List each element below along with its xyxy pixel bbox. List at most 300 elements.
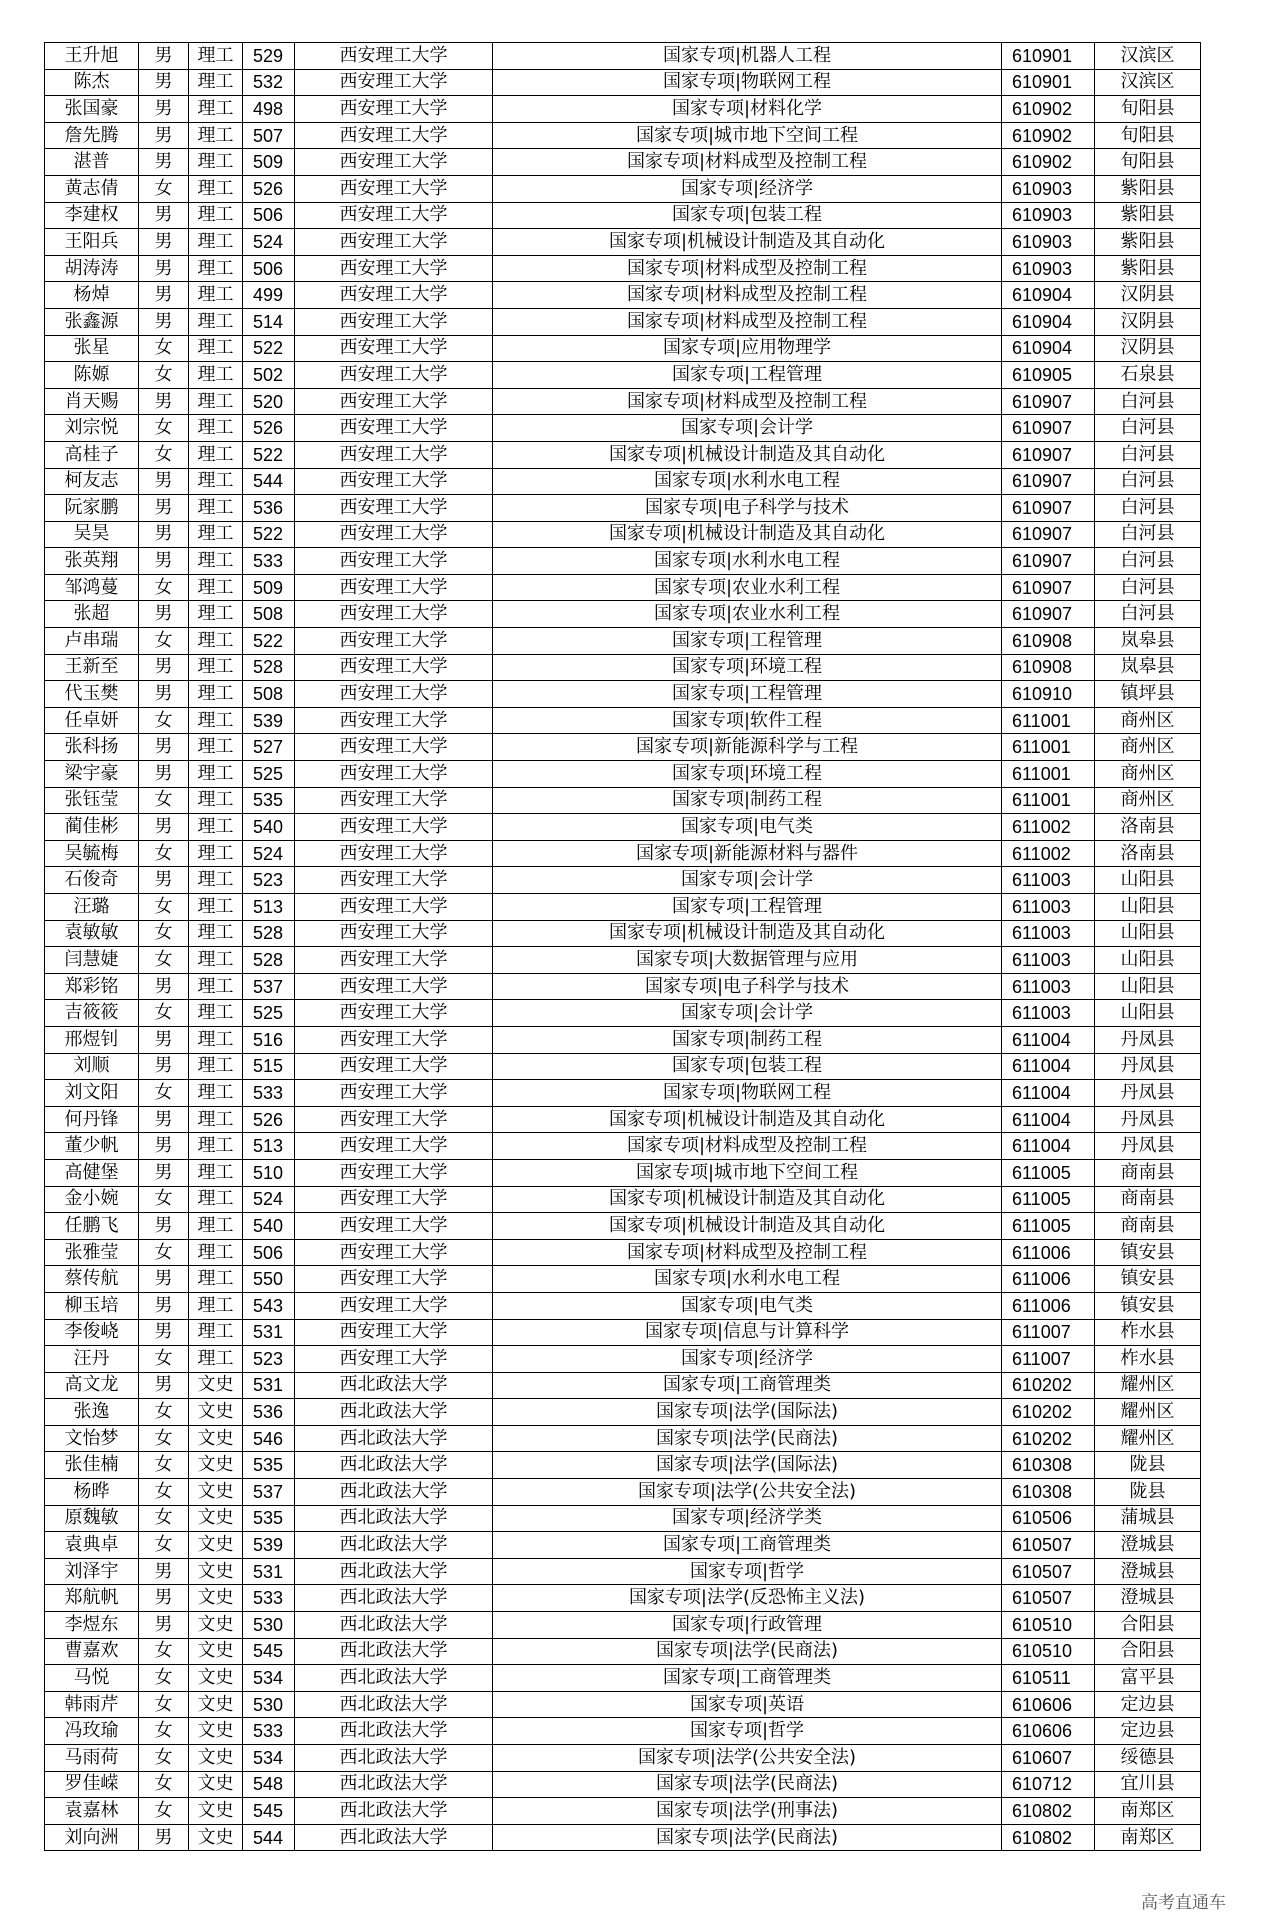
table-row xyxy=(45,335,1201,362)
university-cell: 西安理工大学 xyxy=(295,1346,493,1373)
name-cell: 梁宇豪 xyxy=(45,761,139,788)
table-row xyxy=(45,1053,1201,1080)
category-cell: 理工 xyxy=(189,149,243,176)
name-cell: 杨晔 xyxy=(45,1479,139,1506)
code-cell: 610904 xyxy=(1002,335,1095,362)
region-cell: 合阳县 xyxy=(1095,1612,1201,1639)
score-cell: 524 xyxy=(243,840,295,867)
table-row xyxy=(45,1026,1201,1053)
region-cell: 山阳县 xyxy=(1095,947,1201,974)
table-row xyxy=(45,229,1201,256)
university-cell: 西安理工大学 xyxy=(295,707,493,734)
score-cell: 516 xyxy=(243,1026,295,1053)
major-cell: 国家专项|新能源科学与工程 xyxy=(493,734,1002,761)
major-cell: 国家专项|机械设计制造及其自动化 xyxy=(493,920,1002,947)
name-cell: 詹先腾 xyxy=(45,122,139,149)
gender-cell: 男 xyxy=(139,1824,189,1851)
major-cell: 国家专项|会计学 xyxy=(493,415,1002,442)
university-cell: 西安理工大学 xyxy=(295,362,493,389)
gender-cell: 男 xyxy=(139,1319,189,1346)
table-row xyxy=(45,1346,1201,1373)
table-row xyxy=(45,1638,1201,1665)
university-cell: 西安理工大学 xyxy=(295,1292,493,1319)
score-cell: 531 xyxy=(243,1319,295,1346)
name-cell: 张国豪 xyxy=(45,96,139,123)
score-cell: 508 xyxy=(243,601,295,628)
category-cell: 理工 xyxy=(189,1239,243,1266)
table-row xyxy=(45,1452,1201,1479)
name-cell: 任鹏飞 xyxy=(45,1213,139,1240)
major-cell: 国家专项|经济学类 xyxy=(493,1505,1002,1532)
table-row xyxy=(45,734,1201,761)
code-cell: 610910 xyxy=(1002,681,1095,708)
major-cell: 国家专项|水利水电工程 xyxy=(493,548,1002,575)
name-cell: 张逸 xyxy=(45,1399,139,1426)
university-cell: 西安理工大学 xyxy=(295,681,493,708)
gender-cell: 男 xyxy=(139,1053,189,1080)
score-cell: 529 xyxy=(243,43,295,70)
region-cell: 耀州区 xyxy=(1095,1425,1201,1452)
university-cell: 西北政法大学 xyxy=(295,1718,493,1745)
major-cell: 国家专项|法学(民商法) xyxy=(493,1638,1002,1665)
major-cell: 国家专项|法学(国际法) xyxy=(493,1452,1002,1479)
score-cell: 535 xyxy=(243,1505,295,1532)
table-row xyxy=(45,1532,1201,1559)
gender-cell: 男 xyxy=(139,761,189,788)
code-cell: 611004 xyxy=(1002,1053,1095,1080)
gender-cell: 男 xyxy=(139,867,189,894)
university-cell: 西北政法大学 xyxy=(295,1505,493,1532)
university-cell: 西安理工大学 xyxy=(295,415,493,442)
code-cell: 610202 xyxy=(1002,1399,1095,1426)
table-row xyxy=(45,495,1201,522)
code-cell: 611003 xyxy=(1002,920,1095,947)
code-cell: 611003 xyxy=(1002,894,1095,921)
code-cell: 610904 xyxy=(1002,308,1095,335)
name-cell: 张雅莹 xyxy=(45,1239,139,1266)
table-row xyxy=(45,1505,1201,1532)
major-cell: 国家专项|材料成型及控制工程 xyxy=(493,1239,1002,1266)
category-cell: 理工 xyxy=(189,388,243,415)
major-cell: 国家专项|机械设计制造及其自动化 xyxy=(493,441,1002,468)
major-cell: 国家专项|机械设计制造及其自动化 xyxy=(493,521,1002,548)
gender-cell: 男 xyxy=(139,1159,189,1186)
university-cell: 西北政法大学 xyxy=(295,1372,493,1399)
table-row xyxy=(45,947,1201,974)
score-cell: 537 xyxy=(243,1479,295,1506)
major-cell: 国家专项|电子科学与技术 xyxy=(493,973,1002,1000)
category-cell: 理工 xyxy=(189,1292,243,1319)
score-cell: 539 xyxy=(243,1532,295,1559)
score-cell: 539 xyxy=(243,707,295,734)
score-cell: 507 xyxy=(243,122,295,149)
code-cell: 610907 xyxy=(1002,495,1095,522)
major-cell: 国家专项|城市地下空间工程 xyxy=(493,1159,1002,1186)
gender-cell: 女 xyxy=(139,362,189,389)
score-cell: 531 xyxy=(243,1558,295,1585)
name-cell: 罗佳嵘 xyxy=(45,1771,139,1798)
major-cell: 国家专项|材料成型及控制工程 xyxy=(493,1133,1002,1160)
major-cell: 国家专项|机械设计制造及其自动化 xyxy=(493,1186,1002,1213)
major-cell: 国家专项|材料成型及控制工程 xyxy=(493,308,1002,335)
score-cell: 502 xyxy=(243,362,295,389)
region-cell: 白河县 xyxy=(1095,415,1201,442)
major-cell: 国家专项|法学(公共安全法) xyxy=(493,1479,1002,1506)
score-cell: 526 xyxy=(243,175,295,202)
gender-cell: 男 xyxy=(139,308,189,335)
university-cell: 西北政法大学 xyxy=(295,1585,493,1612)
code-cell: 610903 xyxy=(1002,202,1095,229)
code-cell: 611007 xyxy=(1002,1319,1095,1346)
name-cell: 张星 xyxy=(45,335,139,362)
table-row xyxy=(45,1798,1201,1825)
gender-cell: 女 xyxy=(139,1798,189,1825)
code-cell: 610902 xyxy=(1002,96,1095,123)
name-cell: 袁敏敏 xyxy=(45,920,139,947)
score-cell: 544 xyxy=(243,1824,295,1851)
name-cell: 湛普 xyxy=(45,149,139,176)
code-cell: 611007 xyxy=(1002,1346,1095,1373)
name-cell: 张超 xyxy=(45,601,139,628)
major-cell: 国家专项|会计学 xyxy=(493,1000,1002,1027)
name-cell: 郑航帆 xyxy=(45,1585,139,1612)
university-cell: 西北政法大学 xyxy=(295,1425,493,1452)
region-cell: 南郑区 xyxy=(1095,1798,1201,1825)
code-cell: 610902 xyxy=(1002,149,1095,176)
major-cell: 国家专项|软件工程 xyxy=(493,707,1002,734)
code-cell: 611006 xyxy=(1002,1266,1095,1293)
gender-cell: 男 xyxy=(139,654,189,681)
category-cell: 理工 xyxy=(189,175,243,202)
major-cell: 国家专项|法学(国际法) xyxy=(493,1399,1002,1426)
university-cell: 西安理工大学 xyxy=(295,468,493,495)
code-cell: 610905 xyxy=(1002,362,1095,389)
region-cell: 汉阴县 xyxy=(1095,335,1201,362)
major-cell: 国家专项|机械设计制造及其自动化 xyxy=(493,1106,1002,1133)
category-cell: 理工 xyxy=(189,867,243,894)
code-cell: 610802 xyxy=(1002,1824,1095,1851)
university-cell: 西安理工大学 xyxy=(295,1026,493,1053)
university-cell: 西北政法大学 xyxy=(295,1452,493,1479)
code-cell: 610606 xyxy=(1002,1691,1095,1718)
score-cell: 543 xyxy=(243,1292,295,1319)
major-cell: 国家专项|物联网工程 xyxy=(493,69,1002,96)
code-cell: 610606 xyxy=(1002,1718,1095,1745)
code-cell: 610308 xyxy=(1002,1479,1095,1506)
score-cell: 527 xyxy=(243,734,295,761)
name-cell: 袁嘉林 xyxy=(45,1798,139,1825)
category-cell: 理工 xyxy=(189,1319,243,1346)
code-cell: 611001 xyxy=(1002,734,1095,761)
name-cell: 任卓妍 xyxy=(45,707,139,734)
region-cell: 商州区 xyxy=(1095,734,1201,761)
name-cell: 高桂子 xyxy=(45,441,139,468)
category-cell: 文史 xyxy=(189,1372,243,1399)
gender-cell: 男 xyxy=(139,1213,189,1240)
category-cell: 理工 xyxy=(189,840,243,867)
table-row xyxy=(45,1745,1201,1772)
gender-cell: 男 xyxy=(139,1585,189,1612)
code-cell: 610908 xyxy=(1002,654,1095,681)
region-cell: 山阳县 xyxy=(1095,1000,1201,1027)
major-cell: 国家专项|材料成型及控制工程 xyxy=(493,255,1002,282)
gender-cell: 女 xyxy=(139,787,189,814)
score-cell: 522 xyxy=(243,335,295,362)
name-cell: 刘宗悦 xyxy=(45,415,139,442)
name-cell: 刘向洲 xyxy=(45,1824,139,1851)
name-cell: 蔡传航 xyxy=(45,1266,139,1293)
name-cell: 原魏敏 xyxy=(45,1505,139,1532)
table-row xyxy=(45,601,1201,628)
university-cell: 西安理工大学 xyxy=(295,1159,493,1186)
gender-cell: 女 xyxy=(139,1080,189,1107)
university-cell: 西安理工大学 xyxy=(295,335,493,362)
table-row xyxy=(45,1425,1201,1452)
code-cell: 610507 xyxy=(1002,1558,1095,1585)
major-cell: 国家专项|哲学 xyxy=(493,1558,1002,1585)
score-cell: 524 xyxy=(243,229,295,256)
table-row xyxy=(45,1266,1201,1293)
category-cell: 理工 xyxy=(189,973,243,1000)
gender-cell: 男 xyxy=(139,149,189,176)
code-cell: 610907 xyxy=(1002,415,1095,442)
table-row xyxy=(45,1186,1201,1213)
code-cell: 610907 xyxy=(1002,601,1095,628)
region-cell: 白河县 xyxy=(1095,548,1201,575)
major-cell: 国家专项|行政管理 xyxy=(493,1612,1002,1639)
gender-cell: 男 xyxy=(139,521,189,548)
category-cell: 文史 xyxy=(189,1824,243,1851)
score-cell: 509 xyxy=(243,149,295,176)
score-cell: 522 xyxy=(243,628,295,655)
table-row xyxy=(45,1399,1201,1426)
gender-cell: 女 xyxy=(139,707,189,734)
major-cell: 国家专项|工程管理 xyxy=(493,362,1002,389)
score-cell: 545 xyxy=(243,1798,295,1825)
major-cell: 国家专项|工程管理 xyxy=(493,628,1002,655)
category-cell: 文史 xyxy=(189,1585,243,1612)
category-cell: 理工 xyxy=(189,787,243,814)
university-cell: 西北政法大学 xyxy=(295,1691,493,1718)
major-cell: 国家专项|法学(民商法) xyxy=(493,1824,1002,1851)
code-cell: 610903 xyxy=(1002,229,1095,256)
major-cell: 国家专项|法学(刑事法) xyxy=(493,1798,1002,1825)
table-row xyxy=(45,122,1201,149)
university-cell: 西北政法大学 xyxy=(295,1798,493,1825)
gender-cell: 男 xyxy=(139,282,189,309)
university-cell: 西安理工大学 xyxy=(295,947,493,974)
category-cell: 理工 xyxy=(189,122,243,149)
category-cell: 理工 xyxy=(189,920,243,947)
university-cell: 西安理工大学 xyxy=(295,761,493,788)
code-cell: 611005 xyxy=(1002,1186,1095,1213)
category-cell: 文史 xyxy=(189,1532,243,1559)
region-cell: 丹凤县 xyxy=(1095,1133,1201,1160)
code-cell: 610904 xyxy=(1002,282,1095,309)
region-cell: 蒲城县 xyxy=(1095,1505,1201,1532)
gender-cell: 女 xyxy=(139,1638,189,1665)
region-cell: 白河县 xyxy=(1095,601,1201,628)
score-cell: 528 xyxy=(243,654,295,681)
category-cell: 理工 xyxy=(189,308,243,335)
name-cell: 邢煜钊 xyxy=(45,1026,139,1053)
name-cell: 袁典卓 xyxy=(45,1532,139,1559)
region-cell: 旬阳县 xyxy=(1095,96,1201,123)
table-row xyxy=(45,441,1201,468)
score-cell: 534 xyxy=(243,1665,295,1692)
category-cell: 文史 xyxy=(189,1691,243,1718)
region-cell: 镇坪县 xyxy=(1095,681,1201,708)
name-cell: 韩雨芹 xyxy=(45,1691,139,1718)
table-row xyxy=(45,867,1201,894)
region-cell: 柞水县 xyxy=(1095,1346,1201,1373)
university-cell: 西安理工大学 xyxy=(295,814,493,841)
region-cell: 白河县 xyxy=(1095,468,1201,495)
code-cell: 610907 xyxy=(1002,388,1095,415)
score-cell: 544 xyxy=(243,468,295,495)
name-cell: 张佳楠 xyxy=(45,1452,139,1479)
major-cell: 国家专项|大数据管理与应用 xyxy=(493,947,1002,974)
category-cell: 理工 xyxy=(189,601,243,628)
gender-cell: 男 xyxy=(139,96,189,123)
category-cell: 理工 xyxy=(189,734,243,761)
major-cell: 国家专项|工商管理类 xyxy=(493,1372,1002,1399)
region-cell: 商南县 xyxy=(1095,1159,1201,1186)
gender-cell: 男 xyxy=(139,229,189,256)
region-cell: 丹凤县 xyxy=(1095,1053,1201,1080)
university-cell: 西安理工大学 xyxy=(295,202,493,229)
score-cell: 532 xyxy=(243,69,295,96)
code-cell: 610507 xyxy=(1002,1585,1095,1612)
code-cell: 610902 xyxy=(1002,122,1095,149)
table-row xyxy=(45,1372,1201,1399)
score-cell: 514 xyxy=(243,308,295,335)
gender-cell: 男 xyxy=(139,69,189,96)
name-cell: 曹嘉欢 xyxy=(45,1638,139,1665)
gender-cell: 女 xyxy=(139,920,189,947)
score-cell: 536 xyxy=(243,495,295,522)
score-cell: 548 xyxy=(243,1771,295,1798)
code-cell: 611001 xyxy=(1002,761,1095,788)
major-cell: 国家专项|工程管理 xyxy=(493,681,1002,708)
region-cell: 柞水县 xyxy=(1095,1319,1201,1346)
name-cell: 董少帆 xyxy=(45,1133,139,1160)
code-cell: 611001 xyxy=(1002,707,1095,734)
gender-cell: 女 xyxy=(139,441,189,468)
gender-cell: 女 xyxy=(139,1691,189,1718)
table-row xyxy=(45,548,1201,575)
university-cell: 西安理工大学 xyxy=(295,628,493,655)
category-cell: 文史 xyxy=(189,1452,243,1479)
gender-cell: 女 xyxy=(139,894,189,921)
score-cell: 506 xyxy=(243,1239,295,1266)
gender-cell: 女 xyxy=(139,1399,189,1426)
table-row xyxy=(45,388,1201,415)
name-cell: 陈嫄 xyxy=(45,362,139,389)
score-cell: 510 xyxy=(243,1159,295,1186)
score-cell: 531 xyxy=(243,1372,295,1399)
table-row xyxy=(45,362,1201,389)
name-cell: 邹鸿蔓 xyxy=(45,574,139,601)
major-cell: 国家专项|经济学 xyxy=(493,175,1002,202)
gender-cell: 男 xyxy=(139,468,189,495)
region-cell: 白河县 xyxy=(1095,495,1201,522)
code-cell: 610510 xyxy=(1002,1638,1095,1665)
score-cell: 533 xyxy=(243,548,295,575)
name-cell: 马悦 xyxy=(45,1665,139,1692)
score-cell: 520 xyxy=(243,388,295,415)
code-cell: 610202 xyxy=(1002,1372,1095,1399)
name-cell: 柯友志 xyxy=(45,468,139,495)
table-row xyxy=(45,468,1201,495)
university-cell: 西安理工大学 xyxy=(295,1186,493,1213)
gender-cell: 女 xyxy=(139,840,189,867)
table-row xyxy=(45,1000,1201,1027)
region-cell: 山阳县 xyxy=(1095,973,1201,1000)
name-cell: 吴昊 xyxy=(45,521,139,548)
score-cell: 522 xyxy=(243,441,295,468)
code-cell: 610308 xyxy=(1002,1452,1095,1479)
category-cell: 理工 xyxy=(189,574,243,601)
major-cell: 国家专项|信息与计算科学 xyxy=(493,1319,1002,1346)
name-cell: 高健堡 xyxy=(45,1159,139,1186)
name-cell: 汪璐 xyxy=(45,894,139,921)
name-cell: 张鑫源 xyxy=(45,308,139,335)
major-cell: 国家专项|农业水利工程 xyxy=(493,601,1002,628)
name-cell: 代玉樊 xyxy=(45,681,139,708)
major-cell: 国家专项|制药工程 xyxy=(493,1026,1002,1053)
major-cell: 国家专项|法学(民商法) xyxy=(493,1771,1002,1798)
major-cell: 国家专项|法学(民商法) xyxy=(493,1425,1002,1452)
gender-cell: 男 xyxy=(139,1292,189,1319)
major-cell: 国家专项|包装工程 xyxy=(493,202,1002,229)
code-cell: 611004 xyxy=(1002,1133,1095,1160)
code-cell: 610907 xyxy=(1002,548,1095,575)
category-cell: 理工 xyxy=(189,681,243,708)
gender-cell: 女 xyxy=(139,1532,189,1559)
university-cell: 西安理工大学 xyxy=(295,1319,493,1346)
gender-cell: 男 xyxy=(139,1026,189,1053)
gender-cell: 男 xyxy=(139,973,189,1000)
category-cell: 理工 xyxy=(189,1106,243,1133)
gender-cell: 女 xyxy=(139,947,189,974)
university-cell: 西安理工大学 xyxy=(295,388,493,415)
score-cell: 526 xyxy=(243,415,295,442)
table-row xyxy=(45,521,1201,548)
major-cell: 国家专项|环境工程 xyxy=(493,761,1002,788)
university-cell: 西安理工大学 xyxy=(295,1080,493,1107)
university-cell: 西安理工大学 xyxy=(295,521,493,548)
category-cell: 文史 xyxy=(189,1505,243,1532)
table-row xyxy=(45,840,1201,867)
major-cell: 国家专项|农业水利工程 xyxy=(493,574,1002,601)
score-cell: 508 xyxy=(243,681,295,708)
major-cell: 国家专项|包装工程 xyxy=(493,1053,1002,1080)
region-cell: 山阳县 xyxy=(1095,920,1201,947)
gender-cell: 男 xyxy=(139,1612,189,1639)
name-cell: 石俊奇 xyxy=(45,867,139,894)
name-cell: 郑彩铭 xyxy=(45,973,139,1000)
category-cell: 文史 xyxy=(189,1479,243,1506)
university-cell: 西北政法大学 xyxy=(295,1612,493,1639)
university-cell: 西北政法大学 xyxy=(295,1479,493,1506)
table-row xyxy=(45,654,1201,681)
name-cell: 王阳兵 xyxy=(45,229,139,256)
score-cell: 540 xyxy=(243,1213,295,1240)
table-row xyxy=(45,628,1201,655)
score-cell: 509 xyxy=(243,574,295,601)
score-cell: 515 xyxy=(243,1053,295,1080)
